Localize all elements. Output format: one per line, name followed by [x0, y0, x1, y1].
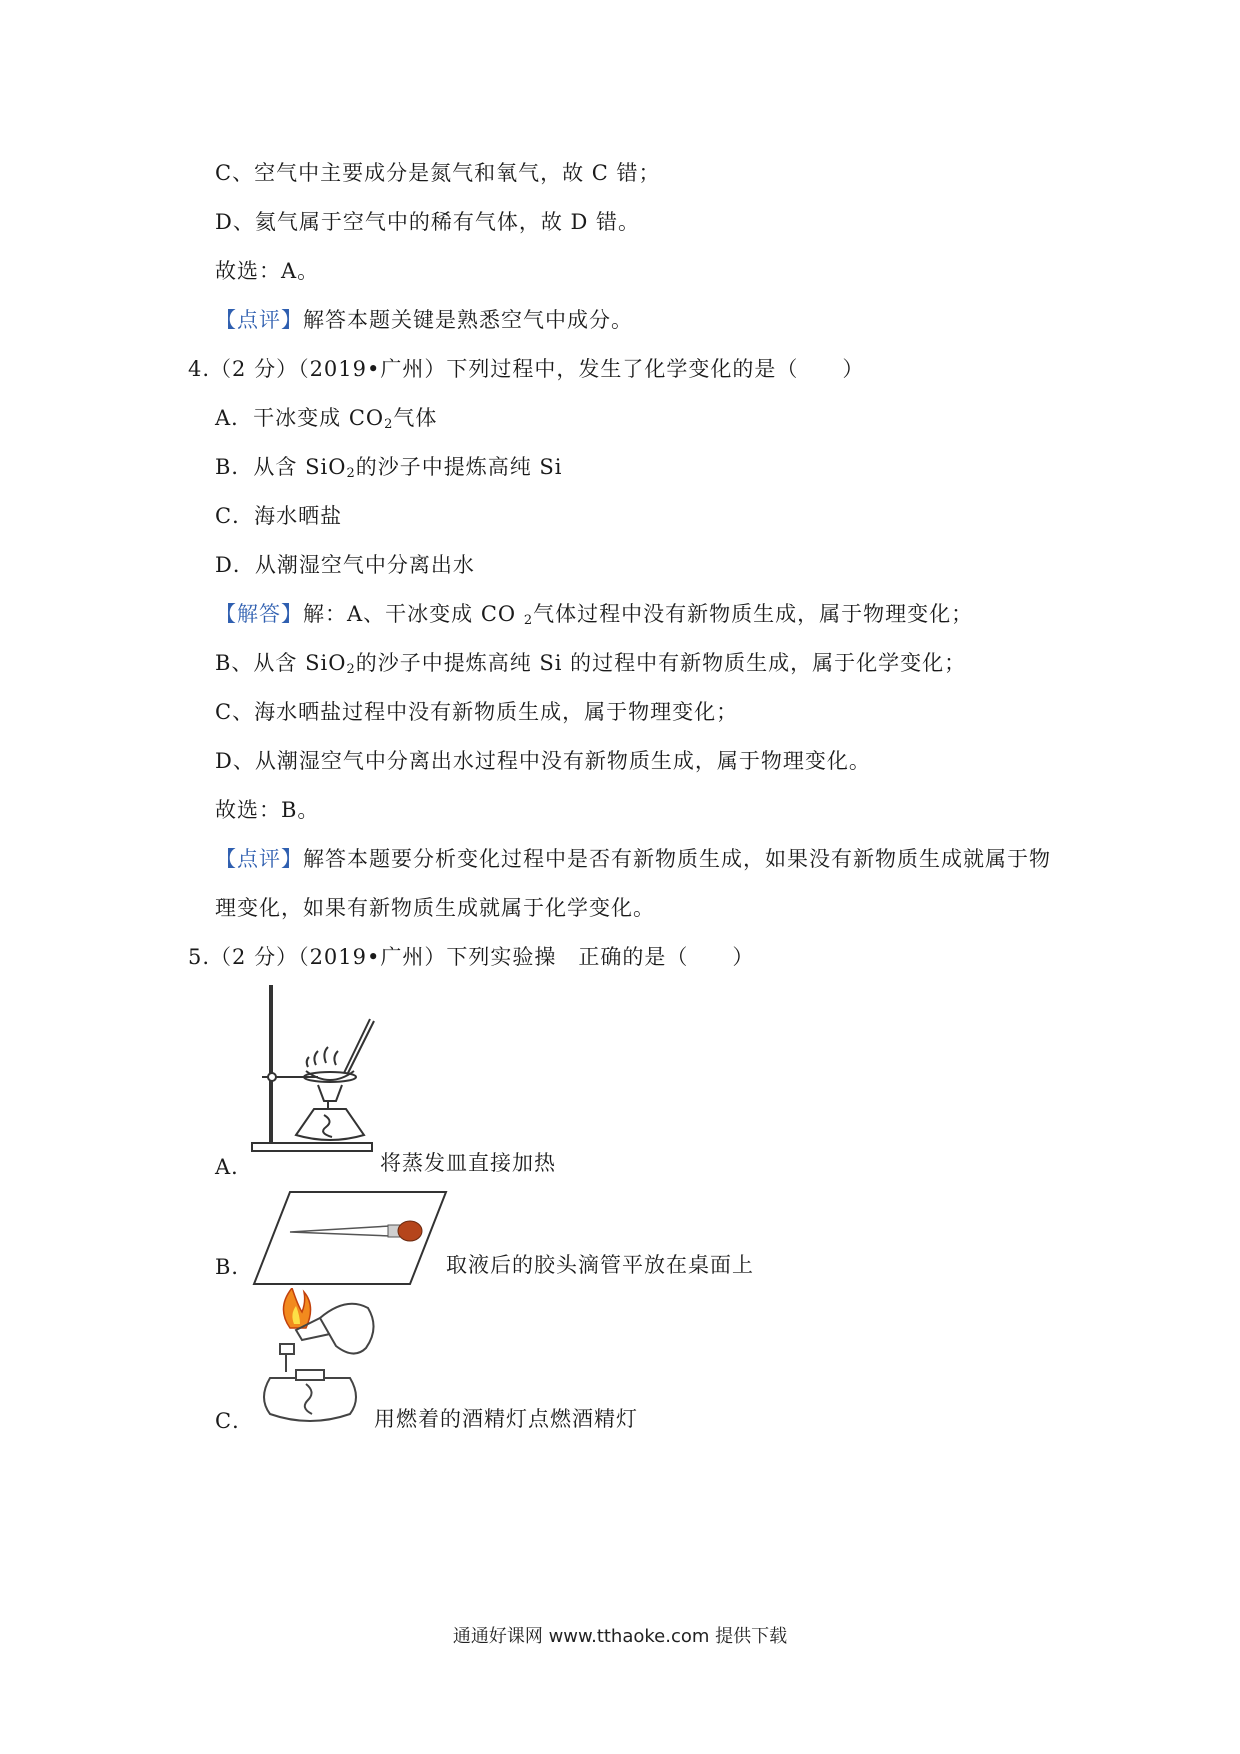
evaporating-dish-heating-figure	[248, 985, 378, 1155]
q4-comment-line-2: 理变化，如果有新物质生成就属于化学变化。	[215, 896, 655, 920]
q4-solution-a: 【解答】解：A、干冰变成 CO $_2$气体过程中没有新物质生成，属于物理变化；	[215, 602, 974, 628]
q5-stem: 5.（2 分）（2019•广州）下列实验操 正确的是（ ）	[188, 945, 755, 969]
comment-tag: 【点评】	[215, 308, 303, 332]
q4-option-c: C．海水晒盐	[215, 504, 343, 528]
q3-comment	[215, 305, 633, 335]
page-footer: 通通好课网 www.tthaoke.com 提供下载	[452, 1626, 788, 1647]
q3-option-c-explanation: C、空气中主要成分是氮气和氧气，故 C 错；	[215, 161, 661, 185]
q4-option-b: B．从含 SiO$_2$的沙子中提炼高纯 Si	[215, 455, 563, 481]
q5-option-c-text: 用燃着的酒精灯点燃酒精灯	[374, 1407, 638, 1431]
q5-option-b-text: 取液后的胶头滴管平放在桌面上	[446, 1253, 754, 1277]
q4-option-a: A．干冰变成 $CO_2$气体	[215, 406, 438, 432]
q4-solution-c: C、海水晒盐过程中没有新物质生成，属于物理变化；	[215, 700, 739, 724]
q4-stem: 4.（2 分）（2019•广州）下列过程中，发生了化学变化的是（ ）	[188, 357, 865, 381]
q4-solution-d: D、从潮湿空气中分离出水过程中没有新物质生成，属于物理变化。	[215, 749, 871, 773]
q5-option-b: B．	[215, 1255, 254, 1279]
solution-tag: 【解答】	[215, 602, 303, 626]
dropper-on-table-figure	[250, 1188, 450, 1288]
q5-option-a: A．	[215, 1155, 254, 1179]
comment-tag: 【点评】	[215, 847, 303, 871]
q4-comment-line-1: 【点评】解答本题要分析变化过程中是否有新物质生成，如果没有新物质生成就属于物	[215, 847, 1051, 871]
alcohol-lamp-lighting-figure	[250, 1288, 380, 1428]
q5-option-c: C．	[215, 1409, 255, 1433]
q3-option-d-explanation: D、氦气属于空气中的稀有气体，故 D 错。	[215, 210, 641, 234]
q5-option-a-text: 将蒸发皿直接加热	[380, 1151, 556, 1175]
q4-solution-b: B、从含 SiO$_2$的沙子中提炼高纯 Si 的过程中有新物质生成，属于化学变化；	[215, 651, 967, 677]
q4-answer: 故选：B。	[215, 798, 320, 822]
q3-answer: 故选：A。	[215, 259, 320, 283]
comment-text: 解答本题关键是熟悉空气中成分。	[303, 308, 633, 332]
q4-option-d: D．从潮湿空气中分离出水	[215, 553, 475, 577]
